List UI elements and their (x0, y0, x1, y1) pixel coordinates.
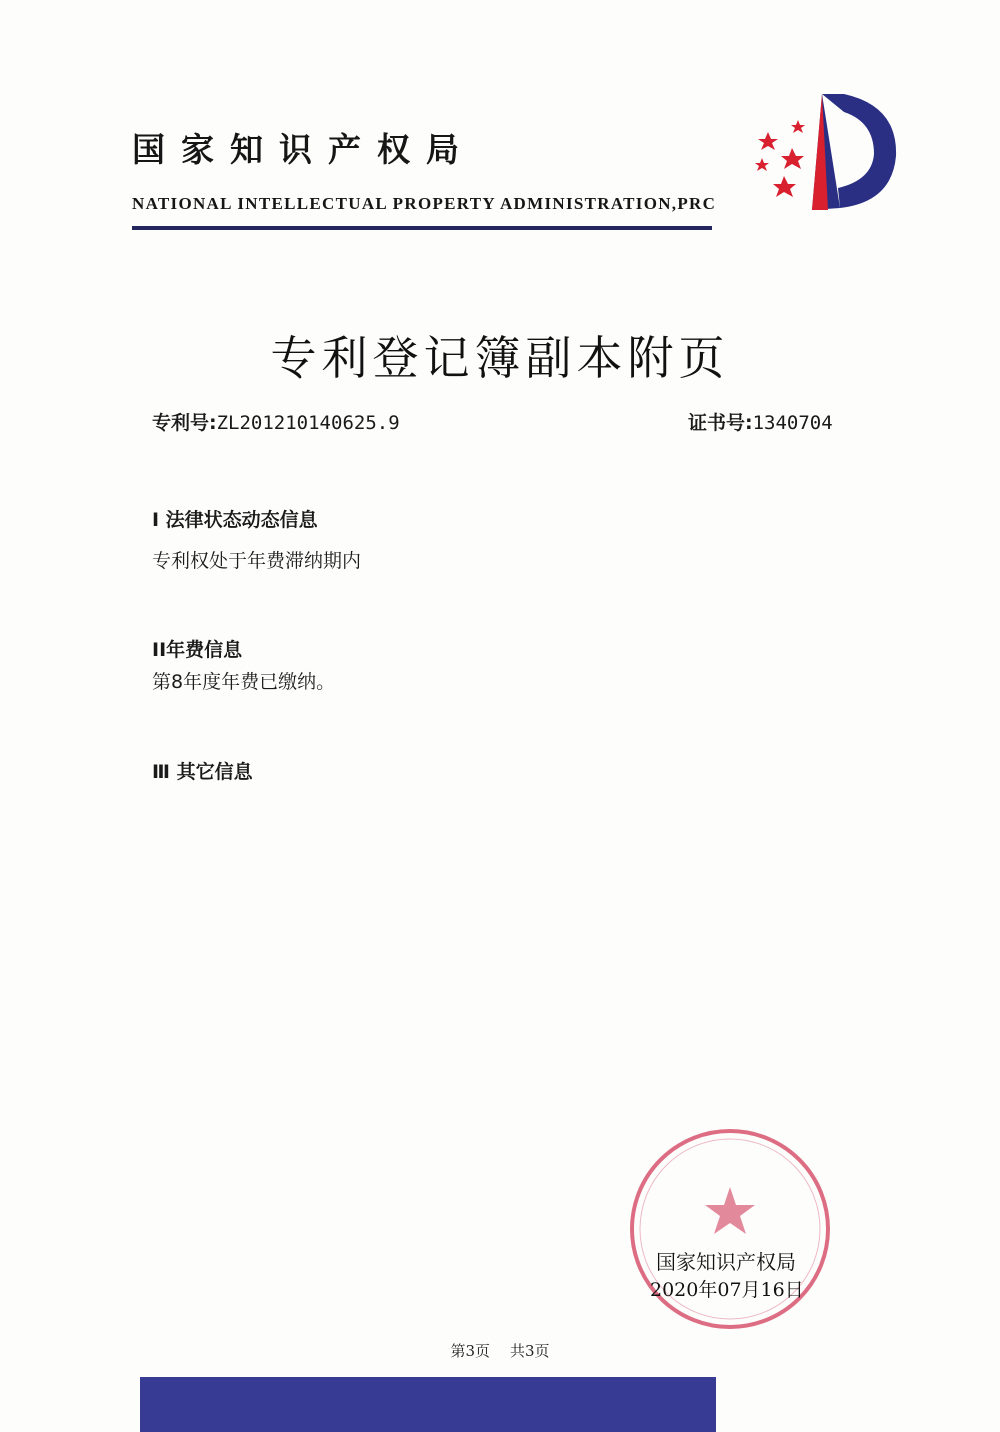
page-counter (0, 1340, 1000, 1361)
header-rule (132, 226, 712, 230)
page-total: 共3页 (510, 1342, 550, 1360)
section-other-info-heading: Ⅲ 其它信息 (152, 761, 253, 783)
certificate-number (688, 408, 833, 435)
page-current: 第3页 (450, 1342, 490, 1360)
section-annual-fee-heading: II年费信息 (152, 639, 243, 661)
signature-organization: 国家知识产权局 (656, 1250, 796, 1274)
document-title: 专利登记簿副本附页 (270, 331, 730, 385)
certificate-number-label: 证书号: (688, 412, 753, 434)
cnipa-logo-icon (748, 92, 898, 222)
signature-date: 2020年07月16日 (650, 1279, 804, 1301)
patent-number-label: 专利号: (152, 412, 217, 434)
section-legal-status-heading: I 法律状态动态信息 (152, 509, 318, 531)
footer-bar (140, 1377, 716, 1432)
patent-number (152, 408, 400, 435)
section-legal-status-body: 专利权处于年费滞纳期内 (152, 550, 362, 572)
org-name-en: NATIONAL INTELLECTUAL PROPERTY ADMINISTRATION,PRC (132, 194, 717, 213)
patent-number-value: ZL201210140625.9 (216, 412, 400, 434)
org-name-cn: 国家知识产权局 (132, 130, 475, 169)
certificate-number-value: 1340704 (752, 412, 833, 434)
section-annual-fee-body: 第8年度年费已缴纳。 (152, 671, 336, 693)
